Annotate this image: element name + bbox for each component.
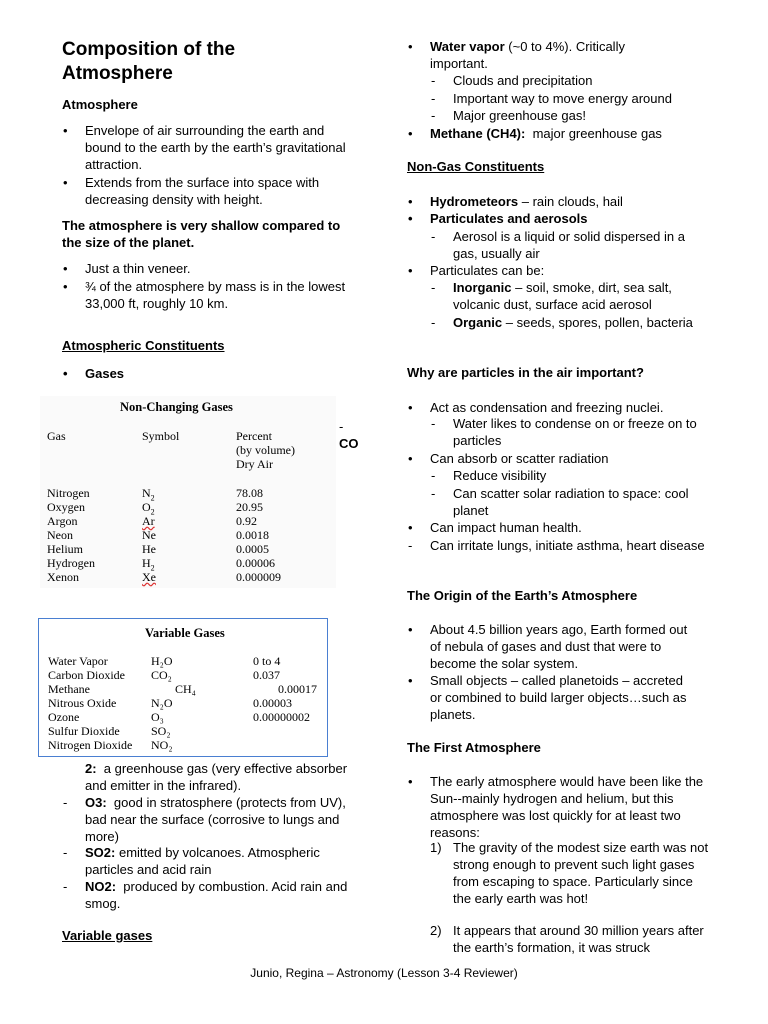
variable-gases-heading: Variable gases: [62, 928, 153, 943]
list-item: - Clouds and precipitation: [453, 72, 713, 89]
list-item: • Small objects – called planetoids – accreted or combined to build larger objects…such as planets.: [430, 672, 690, 723]
table-title: Non-Changing Gases: [120, 400, 233, 414]
list-item: The gravity of the modest size earth was not strong enough to prevent such light gases from escaping to space. Particularly since the early earth was hot!: [453, 840, 709, 906]
list-item: - Important way to move energy around: [453, 90, 713, 107]
list-item: - Organic – seeds, spores, pollen, bacteria: [453, 314, 693, 331]
list-item: - Major greenhouse gas!: [453, 107, 713, 124]
list-item: • Can impact human health.: [430, 519, 730, 536]
nongas-heading: Non-Gas Constituents: [407, 159, 545, 174]
list-item: • Just a thin veneer.: [85, 260, 355, 277]
list-item: • ¾ of the atmosphere by mass is in the lowest 33,000 ft, roughly 10 km.: [85, 278, 355, 312]
table-header: Percent: [236, 429, 272, 443]
side-dash: -: [339, 419, 344, 434]
table-header: (by volume): [236, 443, 295, 457]
co2-note: 2: a greenhouse gas (very effective absorber and emitter in the infrared).: [85, 761, 348, 793]
list-item: - SO2: emitted by volcanoes. Atmospheric particles and acid rain: [85, 844, 355, 878]
list-item: - Inorganic – soil, smoke, dirt, sea salt, volcanic dust, surface acid aerosol: [453, 279, 693, 313]
list-item: - Aerosol is a liquid or solid dispersed in a gas, usually air: [453, 228, 703, 262]
list-item: • Methane (CH4): major greenhouse gas: [430, 125, 730, 142]
list-item: - O3: good in stratosphere (protects from UV), bad near the surface (corrosive to lungs and more): [85, 794, 355, 845]
gases-label: • Gases: [85, 365, 185, 382]
list-item: • Act as condensation and freezing nuclei.: [430, 399, 730, 416]
atmosphere-heading: Atmosphere: [62, 97, 138, 112]
side-co: CO: [339, 436, 359, 451]
table-header: Dry Air: [236, 457, 273, 471]
list-item: - Can irritate lungs, initiate asthma, heart disease: [430, 537, 710, 554]
why-heading: Why are particles in the air important?: [407, 365, 644, 380]
non-changing-gases-table: Non-Changing Gases Gas Symbol Percent (by volume) Dry Air Nitrogen $N_2$ 78.08 Oxygen $O_2$ 20.95 Argon Ar 0.92 Neon Ne 0.0018 Helium He 0.0005 Hydrogen $H_2$ 0.00006 Xenon Xe 0.000009: [40, 396, 336, 588]
list-item: • Envelope of air surrounding the earth and bound to the earth by the earth’s gravitational attraction.: [85, 122, 355, 173]
origin-heading: The Origin of the Earth’s Atmosphere: [407, 588, 638, 603]
list-item: It appears that around 30 million years after the earth’s formation, it was struck: [453, 923, 704, 955]
list-item: - Reduce visibility: [453, 467, 703, 484]
list-item: - Water likes to condense on or freeze on to particles: [453, 415, 703, 449]
table-header: Gas: [47, 429, 66, 443]
list-item: • Particulates can be:: [430, 262, 730, 279]
list-item: • Hydrometeors – rain clouds, hail: [430, 193, 730, 210]
list-item: • About 4.5 billion years ago, Earth formed out of nebula of gases and dust that were to become the solar system.: [430, 621, 700, 672]
table-header: Symbol: [142, 429, 180, 443]
first-atmosphere-heading: The First Atmosphere: [407, 740, 541, 755]
list-number: 1): [430, 840, 442, 855]
constituents-heading: Atmospheric Constituents: [62, 338, 225, 353]
list-item: • Can absorb or scatter radiation: [430, 450, 730, 467]
list-item: • Extends from the surface into space with decreasing density with height.: [85, 174, 355, 208]
list-item: - NO2: produced by combustion. Acid rain and smog.: [85, 878, 355, 912]
variable-gases-table: Variable Gases Water Vapor H₂O 0 to 4 Carbon Dioxide CO₂ 0.037 Methane CH₄ 0.00017 Nitrous Oxide N₂O 0.00003 Ozone O₃ 0.00000002 Sulfur Dioxide SO₂ Nitrogen Dioxide NO₂: [38, 618, 328, 757]
table-title: Variable Gases: [145, 626, 225, 640]
list-item: • Water vapor (~0 to 4%). Critically important.: [430, 38, 680, 72]
list-number: 2): [430, 923, 442, 938]
page-footer: Junio, Regina – Astronomy (Lesson 3-4 Reviewer): [250, 966, 518, 980]
page-title: Composition of the Atmosphere: [62, 39, 236, 84]
list-item: • The early atmosphere would have been like the Sun--mainly hydrogen and helium, but this atmosphere was lost quickly for at least two reasons:: [430, 773, 715, 841]
list-item: • Particulates and aerosols: [430, 210, 730, 227]
list-item: - Can scatter solar radiation to space: cool planet: [453, 485, 693, 519]
shallow-heading: The atmosphere is very shallow compared to the size of the planet.: [62, 218, 341, 250]
